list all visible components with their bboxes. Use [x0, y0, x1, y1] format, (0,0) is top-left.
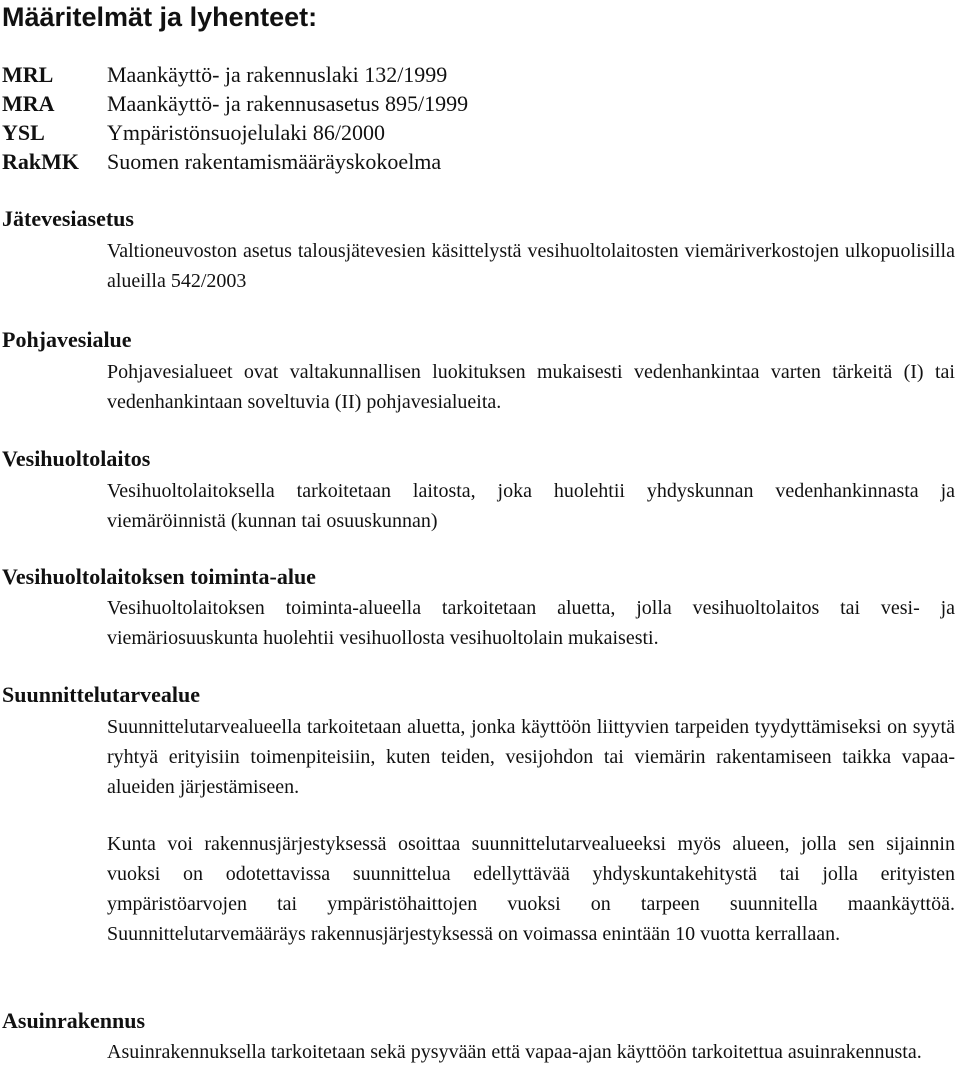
page-title: Määritelmät ja lyhenteet:: [2, 2, 318, 32]
abbreviation-key: MRL: [2, 62, 54, 87]
abbreviation-row: [2, 118, 902, 147]
definition-text: Pohjavesialueet ovat valtakunnallisen luokituksen mukaisesti vedenhankintaa varten tärkeitä (I) tai vedenhankintaan soveltuvia (II) pohjavesialueita.: [107, 361, 955, 413]
abbreviation-value: Ympäristönsuojelulaki 86/2000: [107, 120, 386, 145]
definition-text: Suunnittelutarvealueella tarkoitetaan aluetta, jonka käyttöön liittyvien tarpeiden tyydyttämiseksi on syytä ryhtyä erityisiin toimenpiteisiin, kuten teiden, vesijohdon tai viemärin rakentamiseen taikka vapaa-alueiden järjestämiseen.: [107, 716, 955, 798]
abbreviation-list: [2, 60, 902, 176]
definition-term: Vesihuoltolaitos: [2, 446, 151, 471]
definition-term: Jätevesiasetus: [2, 206, 134, 231]
abbreviation-key: YSL: [2, 120, 45, 145]
abbreviation-row: [2, 89, 902, 118]
definition-text: Vesihuoltolaitoksen toiminta-alueella tarkoitetaan aluetta, jolla vesihuoltolaitos tai vesi- ja viemäriosuuskunta huolehtii vesihuollosta vesihuoltolain mukaisesti.: [107, 597, 955, 649]
abbreviation-row: [2, 147, 902, 176]
abbreviation-row: [2, 60, 902, 89]
definition-term: Suunnittelutarvealue: [2, 682, 201, 707]
definition-text: Vesihuoltolaitoksella tarkoitetaan laitosta, joka huolehtii yhdyskunnan vedenhankinnasta ja viemäröinnistä (kunnan tai osuuskunnan): [107, 480, 955, 532]
definition-term: Pohjavesialue: [2, 327, 132, 352]
abbreviation-key: MRA: [2, 91, 55, 116]
abbreviation-key: RakMK: [2, 149, 79, 174]
definition-text: Valtioneuvoston asetus talousjätevesien käsittelystä vesihuoltolaitosten viemäriverkostojen ulkopuolisilla alueilla 542/2003: [107, 240, 955, 292]
abbreviation-value: Suomen rakentamismääräyskokoelma: [107, 149, 442, 174]
abbreviation-value: Maankäyttö- ja rakennusasetus 895/1999: [107, 91, 469, 116]
definition-term: Vesihuoltolaitoksen toiminta-alue: [2, 564, 316, 589]
definition-term: Asuinrakennus: [2, 1008, 146, 1033]
abbreviation-value: Maankäyttö- ja rakennuslaki 132/1999: [107, 62, 448, 87]
definition-text: Asuinrakennuksella tarkoitetaan sekä pysyvään että vapaa-ajan käyttöön tarkoitettua asuinrakennusta.: [107, 1041, 922, 1063]
definition-text-continued: Kunta voi rakennusjärjestyksessä osoittaa suunnittelutarvealueeksi myös alueen, jolla sen sijainnin vuoksi on odotettavissa suunnittelua edellyttävää yhdyskuntakehitystä tai jolla erityisten ympäristöarvojen tai ympäristöhaittojen vuoksi on tarpeen suunnitella maankäyttöä. Suunnittelutarvemääräys rakennusjärjestyksessä on voimassa enintään 10 vuotta kerrallaan.: [107, 833, 955, 945]
